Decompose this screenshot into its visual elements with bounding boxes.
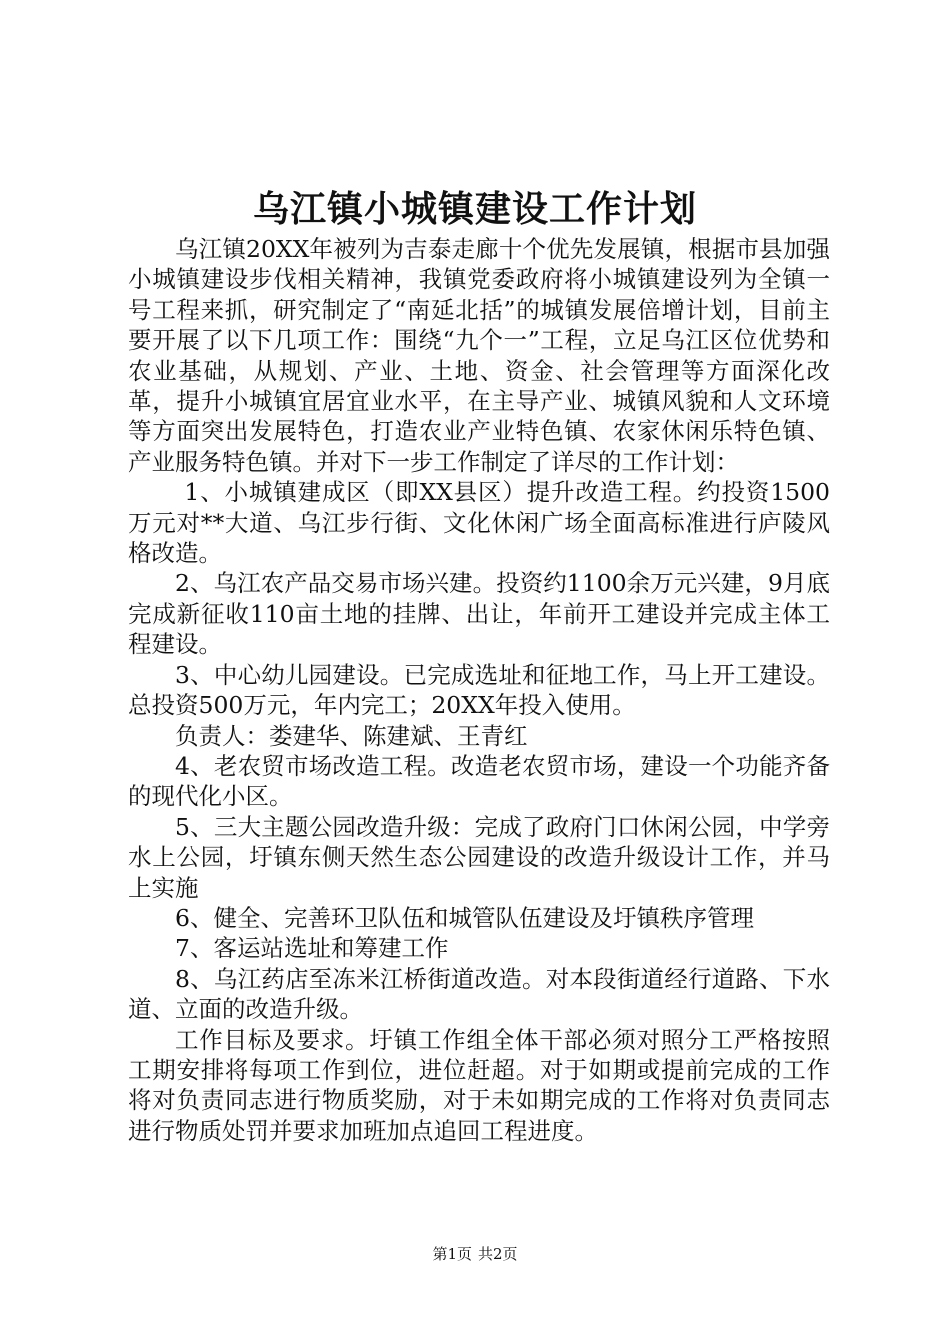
- page-number: 第1页: [432, 1245, 472, 1263]
- page-footer: [0, 1244, 950, 1264]
- list-item: 8、乌江药店至冻米江桥街道改造。对本段街道经行道路、下水道、立面的改造升级。: [128, 964, 830, 1024]
- list-item: 5、三大主题公园改造升级：完成了政府门口休闲公园，中学旁水上公园，圩镇东侧天然生态公园建设的改造升级设计工作，并马上实施: [128, 812, 830, 902]
- list-item: 7、客运站选址和筹建工作: [175, 934, 449, 963]
- list-item: 2、乌江农产品交易市场兴建。投资约1100余万元兴建，9月底完成新征收110亩土地的挂牌、出让，年前开工建设并完成主体工程建设。: [128, 569, 830, 659]
- list-item: 6、健全、完善环卫队伍和城管队伍建设及圩镇秩序管理: [175, 903, 754, 932]
- intro-paragraph: 乌江镇20XX年被列为吉泰走廊十个优先发展镇，根据市县加强小城镇建设步伐相关精神，我镇党委政府将小城镇建设列为全镇一号工程来抓，研究制定了“南延北括”的城镇发展倍增计划，目前主要开展了以下几项工作：围绕“九个一”工程，立足乌江区位优势和农业基础，从规划、产业、土地、资金、社会管理等方面深化改革，提升小城镇宜居宜业水平，在主导产业、城镇风貌和人文环境等方面突出发展特色，打造农业产业特色镇、农家休闲乐特色镇、产业服务特色镇。并对下一步工作制定了详尽的工作计划：: [128, 235, 830, 476]
- page-total: 共2页: [478, 1245, 518, 1263]
- list-item: 4、老农贸市场改造工程。改造老农贸市场，建设一个功能齐备的现代化小区。: [128, 751, 830, 811]
- goals-paragraph: 工作目标及要求。圩镇工作组全体干部必须对照分工严格按照工期安排将每项工作到位，进位赶超。对于如期或提前完成的工作将对负责同志进行物质奖励，对于未如期完成的工作将对负责同志进行物质处罚并要求加班加点追回工程进度。: [128, 1025, 830, 1145]
- document-body: [128, 234, 830, 1146]
- responsible-persons: 负责人：娄建华、陈建斌、王青红: [175, 721, 528, 750]
- page-title: 乌江镇小城镇建设工作计划: [252, 188, 697, 230]
- list-item: 3、中心幼儿园建设。已完成选址和征地工作，马上开工建设。总投资500万元，年内完工；20XX年投入使用。: [128, 660, 830, 720]
- list-item: 1、小城镇建成区（即XX县区）提升改造工程。约投资1500万元对**大道、乌江步行街、文化休闲广场全面高标准进行庐陵风格改造。: [128, 478, 830, 568]
